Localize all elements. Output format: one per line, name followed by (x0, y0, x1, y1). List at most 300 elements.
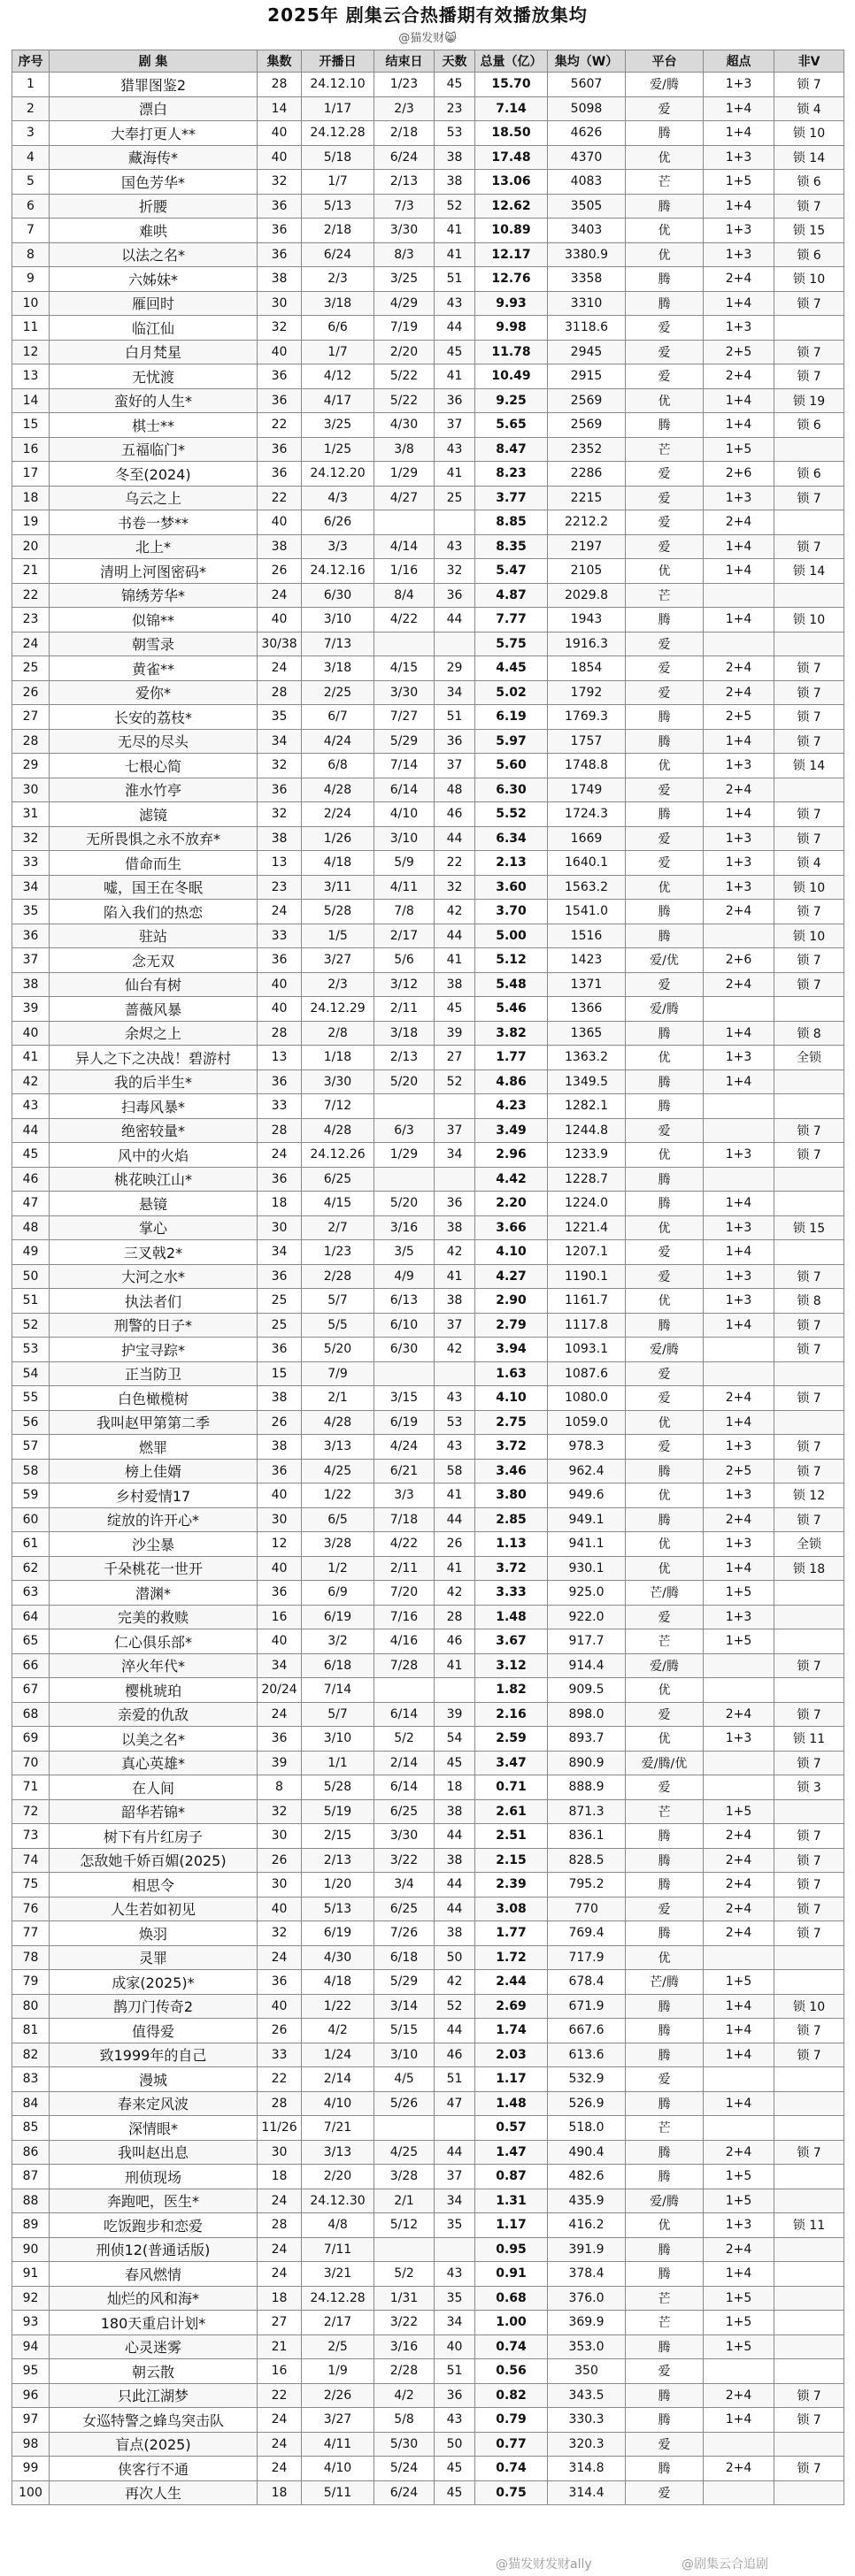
cell-rank: 77 (12, 1921, 50, 1946)
cell-rank: 29 (12, 754, 50, 778)
cell-end-date: 5/29 (374, 729, 435, 754)
cell-title: 书卷一梦** (50, 510, 258, 535)
cell-nonvip (774, 1678, 844, 1703)
cell-rank: 24 (12, 632, 50, 656)
cell-superpoint: 1+5 (704, 1629, 774, 1654)
cell-total: 1.77 (475, 1046, 548, 1070)
cell-title: 无所畏惧之永不放弃* (50, 826, 258, 851)
table-row (12, 1824, 844, 1849)
table-row (12, 656, 844, 681)
cell-title: 嘘，国王在冬眠 (50, 875, 258, 900)
cell-days: 41 (435, 948, 475, 973)
cell-episodes: 18 (258, 2480, 302, 2505)
cell-avg: 1943 (548, 608, 626, 632)
table-row (12, 1945, 844, 1970)
cell-rank: 87 (12, 2165, 50, 2189)
cell-episodes: 33 (258, 924, 302, 948)
cell-end-date: 2/20 (374, 340, 435, 364)
col-header-platform: 平台 (626, 50, 704, 73)
cell-start-date: 3/27 (302, 948, 374, 973)
cell-title: 沙尘暴 (50, 1532, 258, 1557)
cell-days: 23 (435, 96, 475, 121)
cell-rank: 100 (12, 2480, 50, 2505)
cell-platform: 腾 (626, 1824, 704, 1849)
cell-title: 焕羽 (50, 1921, 258, 1946)
cell-superpoint (704, 1945, 774, 1970)
table-row (12, 1678, 844, 1703)
cell-episodes: 22 (258, 486, 302, 510)
cell-days: 18 (435, 1775, 475, 1800)
cell-rank: 14 (12, 388, 50, 413)
cell-title: 猎罪图鉴2 (50, 73, 258, 97)
cell-avg: 4370 (548, 145, 626, 170)
cell-nonvip (774, 1192, 844, 1216)
cell-avg: 350 (548, 2359, 626, 2384)
cell-episodes: 11/26 (258, 2116, 302, 2141)
cell-episodes: 36 (258, 218, 302, 243)
cell-rank: 13 (12, 364, 50, 389)
cell-superpoint: 1+4 (704, 2262, 774, 2287)
cell-avg: 330.3 (548, 2408, 626, 2433)
cell-end-date: 6/14 (374, 1775, 435, 1800)
cell-total: 5.97 (475, 729, 548, 754)
table-row (12, 316, 844, 341)
cell-episodes: 14 (258, 96, 302, 121)
cell-start-date: 1/18 (302, 1046, 374, 1070)
cell-title: 无尽的尽头 (50, 729, 258, 754)
cell-platform: 腾 (626, 2383, 704, 2408)
cell-nonvip: 锁 7 (774, 364, 844, 389)
cell-avg: 909.5 (548, 1678, 626, 1703)
cell-total: 0.91 (475, 2262, 548, 2287)
cell-end-date: 3/25 (374, 267, 435, 292)
cell-platform: 腾 (626, 2019, 704, 2043)
cell-start-date: 1/9 (302, 2359, 374, 2384)
cell-start-date: 7/13 (302, 632, 374, 656)
cell-episodes: 18 (258, 2165, 302, 2189)
cell-end-date (374, 2237, 435, 2262)
cell-total: 0.87 (475, 2165, 548, 2189)
cell-title: 树下有片红房子 (50, 1824, 258, 1849)
cell-days: 52 (435, 1994, 475, 2019)
cell-title: 大河之水* (50, 1264, 258, 1289)
cell-superpoint: 1+3 (704, 1215, 774, 1240)
cell-end-date: 3/22 (374, 2311, 435, 2335)
cell-title: 风中的火焰 (50, 1143, 258, 1168)
cell-end-date: 1/29 (374, 462, 435, 487)
cell-total: 3.33 (475, 1581, 548, 1606)
cell-end-date: 4/24 (374, 1435, 435, 1460)
cell-start-date: 3/18 (302, 656, 374, 681)
cell-episodes: 28 (258, 73, 302, 97)
cell-rank: 91 (12, 2262, 50, 2287)
cell-end-date: 7/14 (374, 754, 435, 778)
cell-start-date: 5/13 (302, 194, 374, 218)
cell-avg: 1224.0 (548, 1192, 626, 1216)
cell-end-date: 2/18 (374, 121, 435, 146)
cell-rank: 25 (12, 656, 50, 681)
cell-days: 39 (435, 1021, 475, 1046)
cell-episodes: 26 (258, 559, 302, 584)
cell-total: 10.89 (475, 218, 548, 243)
cell-end-date: 4/15 (374, 656, 435, 681)
cell-avg: 1563.2 (548, 875, 626, 900)
cell-superpoint: 1+5 (704, 1799, 774, 1824)
cell-end-date: 6/24 (374, 2480, 435, 2505)
cell-title: 吃饭跑步和恋爱 (50, 2213, 258, 2238)
cell-episodes: 40 (258, 1994, 302, 2019)
cell-platform: 优 (626, 218, 704, 243)
cell-start-date: 1/17 (302, 96, 374, 121)
cell-days (435, 1094, 475, 1119)
cell-title: 国色芳华* (50, 170, 258, 195)
cell-nonvip (774, 778, 844, 802)
cell-rank: 32 (12, 826, 50, 851)
cell-platform: 腾 (626, 2334, 704, 2359)
cell-nonvip (774, 1970, 844, 1995)
cell-start-date: 6/26 (302, 510, 374, 535)
table-row (12, 242, 844, 267)
cell-start-date: 7/14 (302, 1678, 374, 1703)
cell-avg: 3358 (548, 267, 626, 292)
cell-end-date (374, 1167, 435, 1192)
cell-rank: 34 (12, 875, 50, 900)
cell-title: 刑侦现场 (50, 2165, 258, 2189)
cell-days: 38 (435, 972, 475, 997)
cell-title: 鹊刀门传奇2 (50, 1994, 258, 2019)
cell-episodes: 36 (258, 194, 302, 218)
cell-superpoint: 1+4 (704, 729, 774, 754)
cell-total: 7.14 (475, 96, 548, 121)
cell-start-date: 1/22 (302, 1484, 374, 1508)
cell-avg: 1233.9 (548, 1143, 626, 1168)
cell-total: 7.77 (475, 608, 548, 632)
cell-total: 0.74 (475, 2457, 548, 2481)
cell-end-date: 3/3 (374, 1484, 435, 1508)
table-row (12, 1848, 844, 1873)
cell-avg: 1749 (548, 778, 626, 802)
cell-platform: 优 (626, 388, 704, 413)
cell-total: 2.79 (475, 1313, 548, 1338)
cell-end-date: 4/22 (374, 608, 435, 632)
cell-start-date: 4/10 (302, 2091, 374, 2116)
cell-superpoint: 1+4 (704, 413, 774, 438)
table-row (12, 1873, 844, 1898)
cell-superpoint: 1+4 (704, 291, 774, 316)
cell-platform: 爱 (626, 656, 704, 681)
cell-days: 46 (435, 1629, 475, 1654)
table-row (12, 267, 844, 292)
cell-total: 2.69 (475, 1994, 548, 2019)
cell-days (435, 632, 475, 656)
cell-platform: 腾 (626, 2408, 704, 2433)
cell-avg: 1221.4 (548, 1215, 626, 1240)
cell-end-date: 7/18 (374, 1507, 435, 1532)
cell-nonvip: 锁 7 (774, 705, 844, 730)
cell-title: 无忧渡 (50, 364, 258, 389)
cell-days: 34 (435, 2311, 475, 2335)
cell-title: 相思令 (50, 1873, 258, 1898)
table-row (12, 1338, 844, 1362)
cell-episodes: 36 (258, 364, 302, 389)
cell-nonvip: 锁 7 (774, 2140, 844, 2165)
cell-start-date: 5/19 (302, 1799, 374, 1824)
cell-superpoint: 2+4 (704, 778, 774, 802)
cell-superpoint: 1+5 (704, 2334, 774, 2359)
cell-end-date (374, 1678, 435, 1703)
cell-nonvip: 锁 7 (774, 656, 844, 681)
table-row (12, 340, 844, 364)
cell-platform: 爱 (626, 340, 704, 364)
cell-nonvip: 锁 7 (774, 972, 844, 997)
col-header-nonvip: 非V (774, 50, 844, 73)
cell-episodes: 28 (258, 1021, 302, 1046)
cell-total: 3.82 (475, 1021, 548, 1046)
cell-nonvip (774, 2480, 844, 2505)
cell-start-date: 6/8 (302, 754, 374, 778)
cell-nonvip (774, 1410, 844, 1435)
cell-rank: 73 (12, 1824, 50, 1849)
cell-end-date: 3/10 (374, 826, 435, 851)
cell-superpoint: 1+4 (704, 2408, 774, 2433)
cell-title: 成家(2025)* (50, 1970, 258, 1995)
cell-platform: 爱/腾 (626, 1338, 704, 1362)
table-row (12, 291, 844, 316)
cell-avg: 1363.2 (548, 1046, 626, 1070)
cell-days: 26 (435, 1532, 475, 1557)
cell-total: 0.79 (475, 2408, 548, 2433)
cell-superpoint (704, 924, 774, 948)
cell-avg: 1244.8 (548, 1118, 626, 1143)
cell-avg: 2945 (548, 340, 626, 364)
cell-rank: 85 (12, 2116, 50, 2141)
cell-episodes: 40 (258, 510, 302, 535)
table-row (12, 875, 844, 900)
cell-start-date: 4/10 (302, 2457, 374, 2481)
cell-rank: 58 (12, 1459, 50, 1484)
cell-nonvip (774, 2165, 844, 2189)
cell-avg: 2915 (548, 364, 626, 389)
cell-rank: 27 (12, 705, 50, 730)
cell-avg: 2569 (548, 413, 626, 438)
cell-title: 韶华若锦* (50, 1799, 258, 1824)
cell-rank: 60 (12, 1507, 50, 1532)
cell-end-date (374, 632, 435, 656)
cell-avg: 667.6 (548, 2019, 626, 2043)
cell-total: 4.10 (475, 1240, 548, 1265)
cell-superpoint: 1+3 (704, 1264, 774, 1289)
cell-nonvip: 锁 14 (774, 145, 844, 170)
cell-platform: 芒 (626, 170, 704, 195)
cell-nonvip (774, 2237, 844, 2262)
cell-episodes: 22 (258, 2383, 302, 2408)
cell-rank: 47 (12, 1192, 50, 1216)
cell-superpoint: 2+5 (704, 1459, 774, 1484)
cell-rank: 63 (12, 1581, 50, 1606)
cell-avg: 3505 (548, 194, 626, 218)
cell-nonvip: 锁 7 (774, 802, 844, 827)
cell-nonvip: 锁 7 (774, 1873, 844, 1898)
cell-start-date: 6/7 (302, 705, 374, 730)
cell-nonvip: 锁 12 (774, 1484, 844, 1508)
cell-days: 34 (435, 1143, 475, 1168)
cell-avg: 828.5 (548, 1848, 626, 1873)
cell-total: 3.60 (475, 875, 548, 900)
cell-avg: 2197 (548, 534, 626, 559)
cell-rank: 52 (12, 1313, 50, 1338)
cell-start-date: 1/7 (302, 170, 374, 195)
cell-end-date: 7/28 (374, 1653, 435, 1678)
cell-title: 再次人生 (50, 2480, 258, 2505)
cell-days: 50 (435, 2432, 475, 2457)
cell-platform: 腾 (626, 924, 704, 948)
table-row (12, 608, 844, 632)
cell-end-date: 2/11 (374, 997, 435, 1022)
cell-title: 正当防卫 (50, 1361, 258, 1386)
cell-start-date: 6/19 (302, 1605, 374, 1629)
cell-nonvip: 锁 11 (774, 2213, 844, 2238)
cell-superpoint: 1+4 (704, 121, 774, 146)
cell-nonvip: 锁 7 (774, 900, 844, 924)
cell-episodes: 24 (258, 1143, 302, 1168)
cell-total: 1.47 (475, 2140, 548, 2165)
cell-platform: 腾 (626, 705, 704, 730)
cell-start-date: 24.12.26 (302, 1143, 374, 1168)
cell-days: 22 (435, 851, 475, 876)
cell-platform: 爱 (626, 2480, 704, 2505)
cell-platform: 爱 (626, 96, 704, 121)
cell-nonvip: 锁 7 (774, 2408, 844, 2433)
cell-avg: 369.9 (548, 2311, 626, 2335)
cell-days: 43 (435, 1386, 475, 1411)
cell-start-date: 4/12 (302, 364, 374, 389)
cell-days: 38 (435, 145, 475, 170)
cell-title: 六姊妹* (50, 267, 258, 292)
cell-start-date: 4/24 (302, 729, 374, 754)
cell-platform: 爱 (626, 972, 704, 997)
cell-end-date: 7/20 (374, 1581, 435, 1606)
cell-end-date: 7/19 (374, 316, 435, 341)
cell-end-date: 5/8 (374, 2408, 435, 2433)
cell-superpoint: 1+4 (704, 608, 774, 632)
col-header-end-date: 结束日 (374, 50, 435, 73)
cell-platform: 腾 (626, 608, 704, 632)
cell-platform: 爱/腾 (626, 2189, 704, 2213)
cell-platform: 爱 (626, 778, 704, 802)
table-row (12, 2286, 844, 2311)
cell-title: 七根心简 (50, 754, 258, 778)
cell-title: 漂白 (50, 96, 258, 121)
cell-superpoint: 1+4 (704, 1313, 774, 1338)
cell-platform: 芒 (626, 1799, 704, 1824)
cell-rank: 59 (12, 1484, 50, 1508)
cell-nonvip: 锁 7 (774, 1653, 844, 1678)
table-row (12, 73, 844, 97)
cell-platform: 腾 (626, 1021, 704, 1046)
cell-title: 千朵桃花一世开 (50, 1556, 258, 1581)
cell-days: 35 (435, 2213, 475, 2238)
cell-total: 0.68 (475, 2286, 548, 2311)
cell-rank: 1 (12, 73, 50, 97)
cell-days: 44 (435, 924, 475, 948)
cell-superpoint: 1+4 (704, 1556, 774, 1581)
col-header-days: 天数 (435, 50, 475, 73)
cell-total: 4.86 (475, 1070, 548, 1094)
cell-end-date: 6/24 (374, 145, 435, 170)
table-row (12, 1118, 844, 1143)
cell-platform: 优 (626, 1727, 704, 1752)
cell-title: 清明上河图密码* (50, 559, 258, 584)
cell-title: 陷入我们的热恋 (50, 900, 258, 924)
cell-start-date: 2/3 (302, 267, 374, 292)
cell-total: 9.93 (475, 291, 548, 316)
cell-episodes: 28 (258, 680, 302, 705)
cell-end-date: 3/12 (374, 972, 435, 997)
cell-days: 36 (435, 388, 475, 413)
cell-title: 护宝寻踪* (50, 1338, 258, 1362)
cell-superpoint: 2+4 (704, 2140, 774, 2165)
cell-superpoint: 1+3 (704, 73, 774, 97)
cell-episodes: 28 (258, 2213, 302, 2238)
cell-title: 180天重启计划* (50, 2311, 258, 2335)
table-row (12, 534, 844, 559)
cell-platform: 腾 (626, 1459, 704, 1484)
cell-title: 绝密较量* (50, 1118, 258, 1143)
cell-title: 仙台有树 (50, 972, 258, 997)
cell-platform: 腾 (626, 1994, 704, 2019)
col-header-title: 剧 集 (50, 50, 258, 73)
cell-nonvip (774, 1361, 844, 1386)
cell-start-date: 24.12.30 (302, 2189, 374, 2213)
cell-avg: 314.8 (548, 2457, 626, 2481)
cell-platform: 腾 (626, 1192, 704, 1216)
cell-start-date: 24.12.16 (302, 559, 374, 584)
cell-rank: 10 (12, 291, 50, 316)
cell-avg: 314.4 (548, 2480, 626, 2505)
cell-start-date: 3/21 (302, 2262, 374, 2287)
cell-rank: 3 (12, 121, 50, 146)
cell-platform: 爱 (626, 1702, 704, 1727)
cell-start-date: 6/30 (302, 583, 374, 608)
cell-start-date: 3/11 (302, 875, 374, 900)
cell-start-date: 3/3 (302, 534, 374, 559)
cell-days: 46 (435, 802, 475, 827)
cell-episodes: 25 (258, 1313, 302, 1338)
cell-start-date: 2/8 (302, 1021, 374, 1046)
cell-avg: 5098 (548, 96, 626, 121)
cell-superpoint: 1+4 (704, 1240, 774, 1265)
table-row (12, 1581, 844, 1606)
cell-platform: 腾 (626, 2043, 704, 2067)
cell-rank: 7 (12, 218, 50, 243)
cell-nonvip: 锁 7 (774, 948, 844, 973)
cell-end-date: 5/29 (374, 1970, 435, 1995)
cell-superpoint (704, 2432, 774, 2457)
cell-days: 34 (435, 680, 475, 705)
cell-start-date: 5/20 (302, 1338, 374, 1362)
table-row (12, 1094, 844, 1119)
cell-days: 34 (435, 2189, 475, 2213)
cell-total: 2.75 (475, 1410, 548, 1435)
cell-total: 12.62 (475, 194, 548, 218)
cell-total: 0.57 (475, 2116, 548, 2141)
cell-start-date: 3/30 (302, 1070, 374, 1094)
cell-episodes: 40 (258, 972, 302, 997)
cell-end-date: 4/2 (374, 2383, 435, 2408)
cell-avg: 1366 (548, 997, 626, 1022)
cell-days: 44 (435, 2140, 475, 2165)
cell-nonvip: 锁 7 (774, 1921, 844, 1946)
